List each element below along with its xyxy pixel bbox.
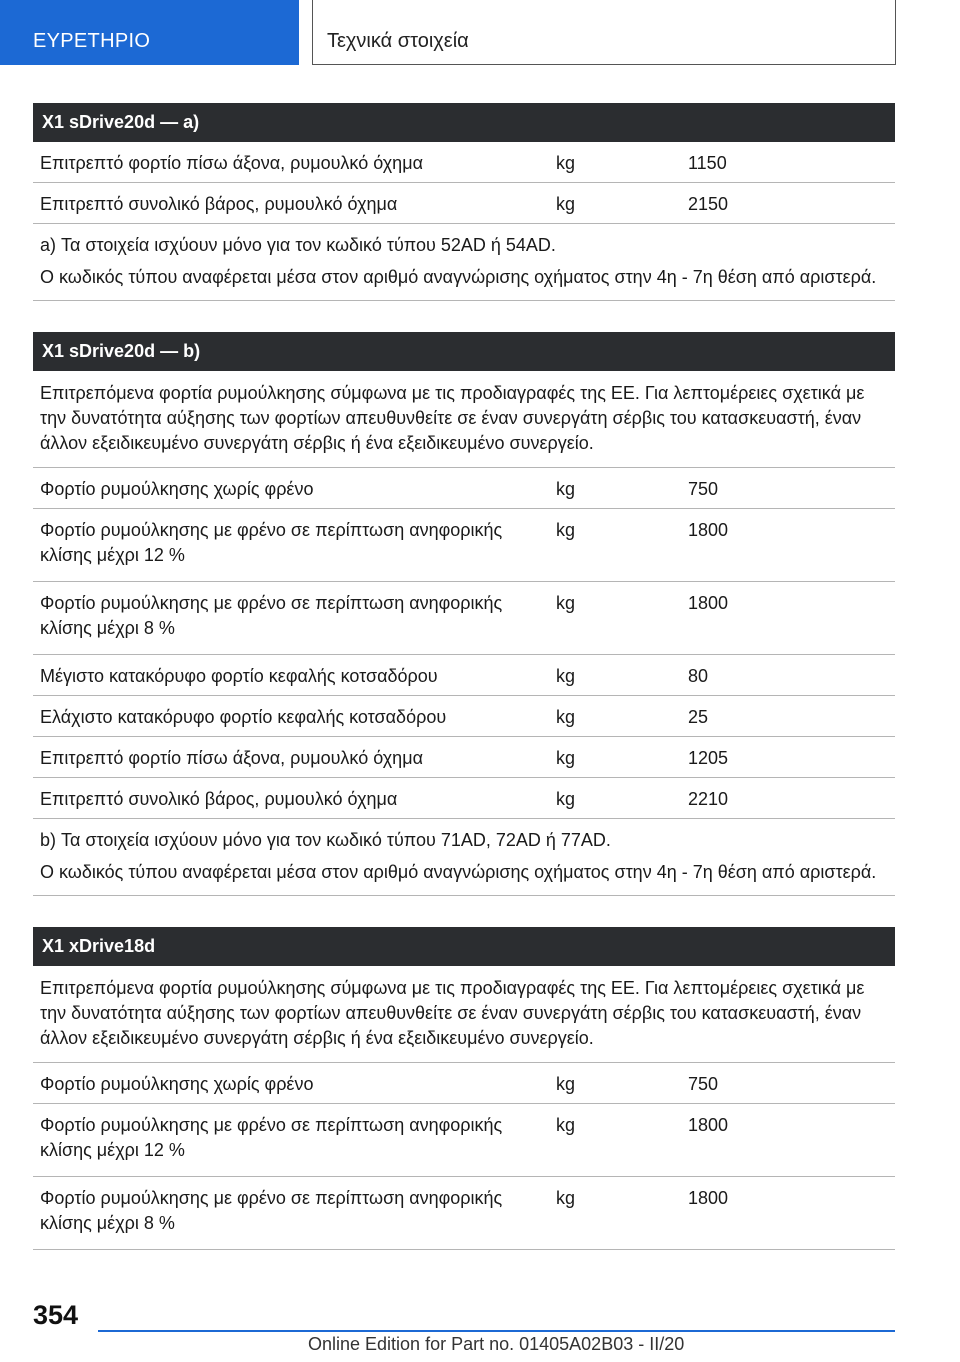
table-row <box>33 696 895 737</box>
row-value: 1150 <box>688 153 727 173</box>
row-unit: kg <box>556 520 576 540</box>
row-label: Φορτίο ρυμούλκησης με φρένο σε περίπτωση ανηφορικής κλίσης μέχρι 8 % <box>40 1188 503 1233</box>
row-label: Φορτίο ρυμούλκησης χωρίς φρένο <box>40 1074 314 1094</box>
table-row <box>33 183 895 224</box>
row-value: 2150 <box>688 194 729 214</box>
row-label: Μέγιστο κατακόρυφο φορτίο κεφαλής κοτσαδόρου <box>40 666 438 686</box>
row-unit: kg <box>556 1188 576 1208</box>
row-unit: kg <box>556 748 576 768</box>
row-label: Φορτίο ρυμούλκησης χωρίς φρένο <box>40 479 314 499</box>
row-unit: kg <box>556 1115 576 1135</box>
table-row <box>33 737 895 778</box>
row-value: 80 <box>688 666 709 686</box>
row-label: Επιτρεπτό συνολικό βάρος, ρυμουλκό όχημα <box>40 789 398 809</box>
page-number: 354 <box>33 1300 79 1330</box>
row-label: Επιτρεπτό φορτίο πίσω άξονα, ρυμουλκό όχημα <box>40 748 423 768</box>
row-label: Φορτίο ρυμούλκησης με φρένο σε περίπτωση ανηφορικής κλίσης μέχρι 8 % <box>40 593 503 638</box>
row-value: 1800 <box>688 1115 729 1135</box>
footnote: Ο κωδικός τύπου αναφέρεται μέσα στον αριθμό αναγνώρισης οχήματος στην 4η - 7η θέση από αριστερά. <box>40 267 877 287</box>
table-row <box>33 142 895 183</box>
row-label: Ελάχιστο κατακόρυφο φορτίο κεφαλής κοτσαδόρου <box>40 707 447 727</box>
chapter-title: Τεχνικά στοιχεία <box>312 0 896 65</box>
row-unit: kg <box>556 479 576 499</box>
spec-tables <box>33 103 895 1250</box>
row-value: 1800 <box>688 520 729 540</box>
table-row <box>33 582 895 655</box>
row-label: Επιτρεπτό συνολικό βάρος, ρυμουλκό όχημα <box>40 194 398 214</box>
footnotes <box>33 819 895 896</box>
table-row <box>33 778 895 819</box>
row-value: 750 <box>688 479 719 499</box>
row-value: 1800 <box>688 593 729 613</box>
table-row <box>33 1104 895 1177</box>
section-sdrive20d-b <box>33 332 895 896</box>
row-label: Φορτίο ρυμούλκησης με φρένο σε περίπτωση ανηφορικής κλίσης μέχρι 12 % <box>40 520 503 565</box>
section-title: X1 sDrive20d — a) <box>33 103 895 142</box>
row-unit: kg <box>556 194 576 214</box>
table-row <box>33 1063 895 1104</box>
row-label: Φορτίο ρυμούλκησης με φρένο σε περίπτωση ανηφορικής κλίσης μέχρι 12 % <box>40 1115 503 1160</box>
row-unit: kg <box>556 707 576 727</box>
section-sdrive20d-a <box>33 103 895 301</box>
table-row <box>33 468 895 509</box>
index-tab[interactable]: ΕΥΡΕΤΗΡΙΟ <box>0 0 299 65</box>
section-title: X1 sDrive20d — b) <box>33 332 895 371</box>
table-row <box>33 655 895 696</box>
table-row <box>33 509 895 582</box>
row-label: Επιτρεπτό φορτίο πίσω άξονα, ρυμουλκό όχημα <box>40 153 423 173</box>
footnotes <box>33 224 895 301</box>
row-unit: kg <box>556 1074 576 1094</box>
section-title: X1 xDrive18d <box>33 927 895 966</box>
edition-note: Online Edition for Part no. 01405A02B03 - II/20 <box>308 1334 685 1354</box>
footnote: a) Τα στοιχεία ισχύουν μόνο για τον κωδικό τύπου 52AD ή 54AD. <box>40 235 556 255</box>
row-value: 2210 <box>688 789 729 809</box>
section-xdrive18d <box>33 927 895 1250</box>
row-value: 750 <box>688 1074 719 1094</box>
row-value: 25 <box>688 707 709 727</box>
section-intro: Επιτρεπόμενα φορτία ρυμούλκησης σύμφωνα με τις προδιαγραφές της ΕΕ. Για λεπτομέρειες σχετικά με την δυνατότητα αύξησης των φορτίων απευθυνθείτε σε έναν συνεργάτη σέρβις του κατασκευαστή, έναν άλλον εξειδικευμένο συνεργάτη σέρβις ή ένα εξειδικευμένο συνεργείο. <box>33 371 895 468</box>
table-row <box>33 1177 895 1250</box>
row-unit: kg <box>556 593 576 613</box>
section-intro: Επιτρεπόμενα φορτία ρυμούλκησης σύμφωνα με τις προδιαγραφές της ΕΕ. Για λεπτομέρειες σχετικά με την δυνατότητα αύξησης των φορτίων απευθυνθείτε σε έναν συνεργάτη σέρβις του κατασκευαστή, έναν άλλον εξειδικευμένο συνεργάτη σέρβις ή ένα εξειδικευμένο συνεργείο. <box>33 966 895 1063</box>
row-unit: kg <box>556 789 576 809</box>
row-unit: kg <box>556 153 576 173</box>
row-unit: kg <box>556 666 576 686</box>
footer-divider <box>98 1330 895 1332</box>
row-value: 1800 <box>688 1188 729 1208</box>
footnote: Ο κωδικός τύπου αναφέρεται μέσα στον αριθμό αναγνώρισης οχήματος στην 4η - 7η θέση από αριστερά. <box>40 862 877 882</box>
row-value: 1205 <box>688 748 729 768</box>
footnote: b) Τα στοιχεία ισχύουν μόνο για τον κωδικό τύπου 71AD, 72AD ή 77AD. <box>40 830 611 850</box>
